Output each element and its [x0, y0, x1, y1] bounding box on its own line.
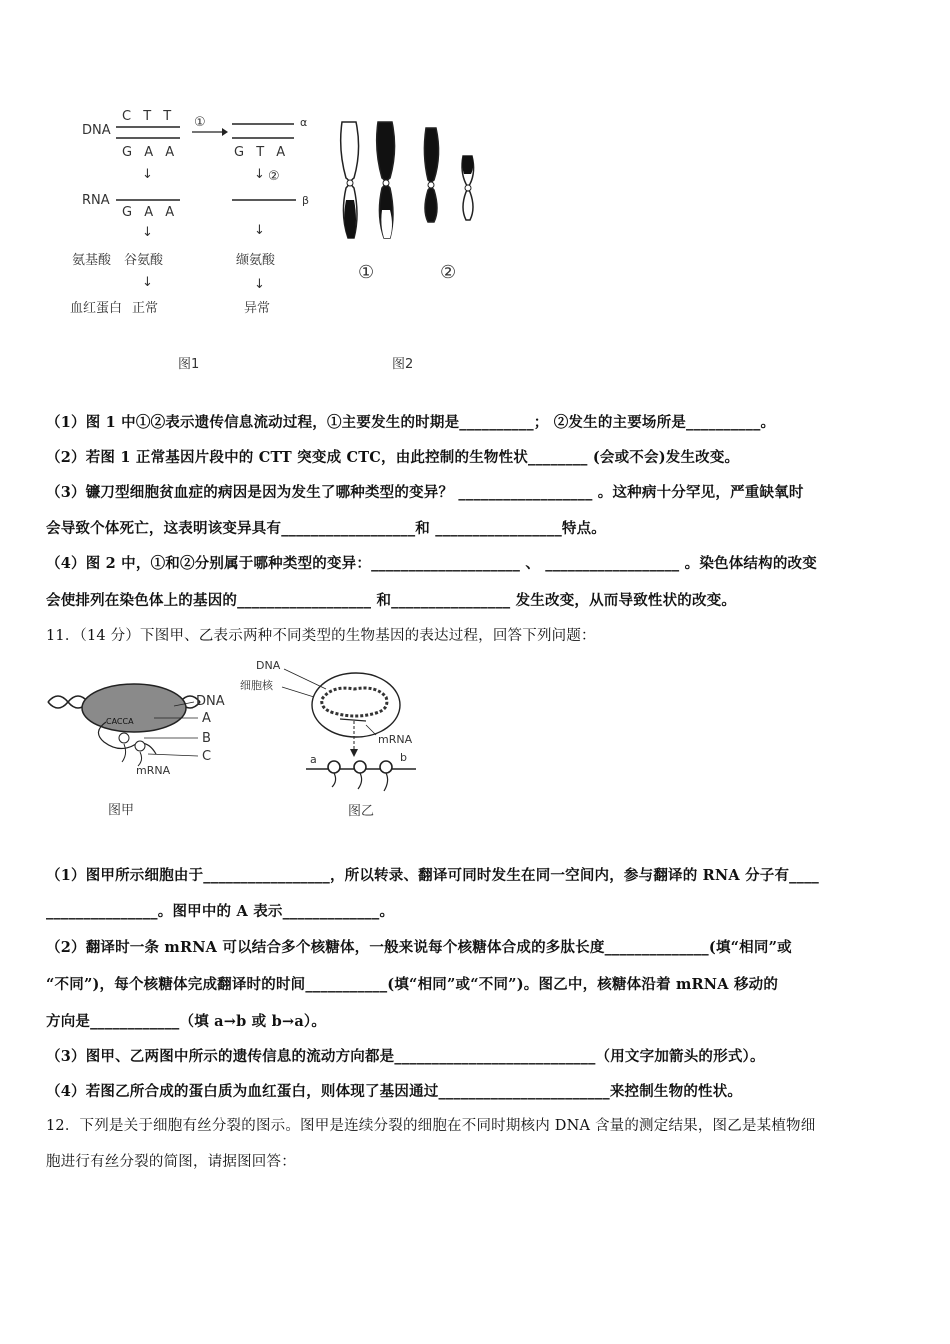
yi-mrna-label: mRNA — [378, 733, 413, 746]
mut-bottom-seq: G T A — [234, 145, 290, 160]
jia-caption: 图甲 — [108, 803, 135, 818]
q10-line-1: （1）图 1 中①②表示遗传信息流动过程，①主要发生的时期是__________； ②发生的主要场所是__________。 — [46, 414, 776, 431]
figure-2 — [330, 110, 500, 380]
aa-normal: 谷氨酸 — [124, 253, 164, 268]
hb-label: 血红蛋白 — [70, 301, 123, 316]
fig2-mark-2: ② — [440, 262, 457, 283]
arrow-down-3: ↓ — [142, 275, 153, 290]
jia-mrna-label: mRNA — [136, 764, 171, 777]
beta-label: β — [302, 194, 310, 207]
jia-dna-label: DNA — [196, 694, 225, 709]
hb-abnormal: 异常 — [244, 301, 271, 316]
dna-top-seq: C T T — [122, 109, 176, 124]
q12-line-2: 胞进行有丝分裂的简图，请据图回答： — [46, 1154, 296, 1170]
aa-mutant: 缬氨酸 — [236, 253, 276, 268]
arrow-down-6: ↓ — [254, 277, 265, 292]
jia-a-label: A — [202, 711, 211, 726]
yi-nucleus-label: 细胞核 — [240, 679, 273, 692]
q11-title: 11．（14 分）下图甲、乙表示两种不同类型的生物基因的表达过程，回答下列问题： — [46, 628, 596, 644]
q11-line-7: （4）若图乙所合成的蛋白质为血红蛋白，则体现了基因通过_______________________来控制生物的性状。 — [46, 1083, 743, 1100]
hb-normal: 正常 — [132, 301, 159, 316]
yi-dna-label: DNA — [256, 659, 281, 672]
arrow-down-5: ↓ — [254, 223, 265, 238]
figure-jia — [44, 672, 244, 822]
figure-1 — [70, 100, 330, 380]
jia-seq: CACCA — [106, 717, 134, 726]
alpha-label: α — [300, 116, 308, 129]
q11-line-6: （3）图甲、乙两图中所示的遗传信息的流动方向都是___________________________（用文字加箭头的形式）。 — [46, 1048, 765, 1065]
yi-caption: 图乙 — [348, 804, 375, 819]
q12-line-1: 12．下列是关于细胞有丝分裂的图示。图甲是连续分裂的细胞在不同时期核内 DNA 含量的测定结果，图乙是某植物细 — [46, 1118, 816, 1134]
step1-mark: ① — [194, 115, 206, 130]
yi-b-label: b — [400, 751, 407, 764]
rna-label: RNA — [82, 193, 110, 208]
q10-line-6: 会使排列在染色体上的基因的__________________ 和________________ 发生改变，从而导致性状的改变。 — [46, 592, 737, 609]
dna-bottom-seq: G A A — [122, 145, 179, 160]
q10-line-4: 会导致个体死亡，这表明该变异具有__________________和 _________________特点。 — [46, 520, 606, 537]
q11-line-1: （1）图甲所示细胞由于_________________，所以转录、翻译可同时发生在同一空间内，参与翻译的 RNA 分子有____ — [46, 867, 819, 884]
q10-line-3: （3）镰刀型细胞贫血症的病因是因为发生了哪种类型的变异？ __________________ 。这种病十分罕见，严重缺氧时 — [46, 484, 804, 501]
arrow-down-2: ↓ — [142, 225, 153, 240]
chromosome-pair-1 — [341, 122, 395, 238]
q11-line-2: _______________。图甲中的 A 表示_____________。 — [46, 903, 395, 920]
aa-label: 氨基酸 — [72, 253, 112, 268]
jia-b-label: B — [202, 731, 211, 746]
q11-line-4: “不同”)，每个核糖体完成翻译时的时间___________(填“相同”或“不同”)。图乙中，核糖体沿着 mRNA 移动的 — [46, 976, 779, 993]
figure-yi — [236, 655, 436, 825]
dna-label: DNA — [82, 123, 111, 138]
arrow-down-1: ↓ — [142, 167, 153, 182]
q11-line-5: 方向是____________（填 a→b 或 b→a）。 — [46, 1013, 327, 1030]
step2-mark: ② — [268, 169, 280, 184]
q10-line-2: （2）若图 1 正常基因片段中的 CTT 突变成 CTC，由此控制的生物性状________ (会或不会)发生改变。 — [46, 449, 740, 466]
fig1-caption: 图1 — [178, 357, 200, 372]
fig2-mark-1: ① — [358, 262, 375, 283]
rna-seq: G A A — [122, 205, 179, 220]
arrow-down-4: ↓ — [254, 167, 265, 182]
chromosome-pair-2 — [424, 128, 473, 222]
q11-line-3: （2）翻译时一条 mRNA 可以结合多个核糖体，一般来说每个核糖体合成的多肽长度______________(填“相同”或 — [46, 939, 792, 956]
yi-a-label: a — [310, 753, 317, 766]
q10-line-5: （4）图 2 中，①和②分别属于哪种类型的变异：____________________ 、 __________________ 。染色体结构的改变 — [46, 555, 817, 572]
jia-c-label: C — [202, 749, 212, 764]
fig2-caption: 图2 — [392, 357, 414, 372]
